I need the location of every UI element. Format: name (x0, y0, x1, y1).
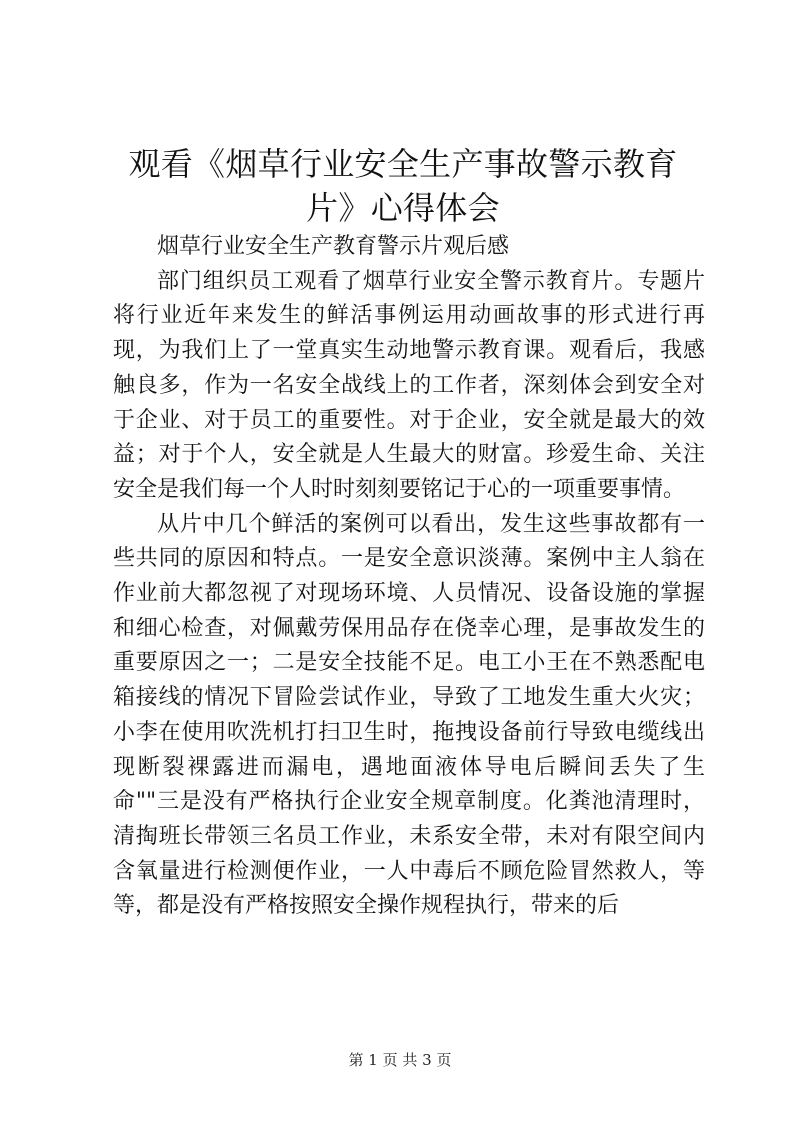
document-body (113, 230, 705, 924)
document-title: 观看《烟草行业安全生产事故警示教育片》心得体会 (128, 145, 678, 227)
body-paragraph-1: 部门组织员工观看了烟草行业安全警示教育片。专题片将行业近年来发生的鲜活事例运用动画故事的形式进行再现，为我们上了一堂真实生动地警示教育课。观看后，我感触良多，作为一名安全战线上的工作者，深刻体会到安全对于企业、对于员工的重要性。对于企业，安全就是最大的效益；对于个人，安全就是人生最大的财富。珍爱生命、关注安全是我们每一个人时时刻刻要铭记于心的一项重要事情。 (113, 268, 705, 502)
subtitle-paragraph: 烟草行业安全生产教育警示片观后感 (157, 234, 510, 259)
body-paragraph-2: 从片中几个鲜活的案例可以看出，发生这些事故都有一些共同的原因和特点。一是安全意识淡薄。案例中主人翁在作业前大都忽视了对现场环境、人员情况、设备设施的掌握和细心检查，对佩戴劳保用品存在侥幸心理，是事故发生的重要原因之一；二是安全技能不足。电工小王在不熟悉配电箱接线的情况下冒险尝试作业，导致了工地发生重大火灾；小李在使用吹洗机打扫卫生时，拖拽设备前行导致电缆线出现断裂裸露进而漏电，遇地面液体导电后瞬间丢失了生命""三是没有严格执行企业安全规章制度。化粪池清理时，清掏班长带领三名员工作业，未系安全带，未对有限空间内含氧量进行检测便作业，一人中毒后不顾危险冒然救人，等等，都是没有严格按照安全操作规程执行，带来的后 (113, 511, 705, 919)
page-footer: 第 1 页 共 3 页 (348, 1051, 452, 1069)
